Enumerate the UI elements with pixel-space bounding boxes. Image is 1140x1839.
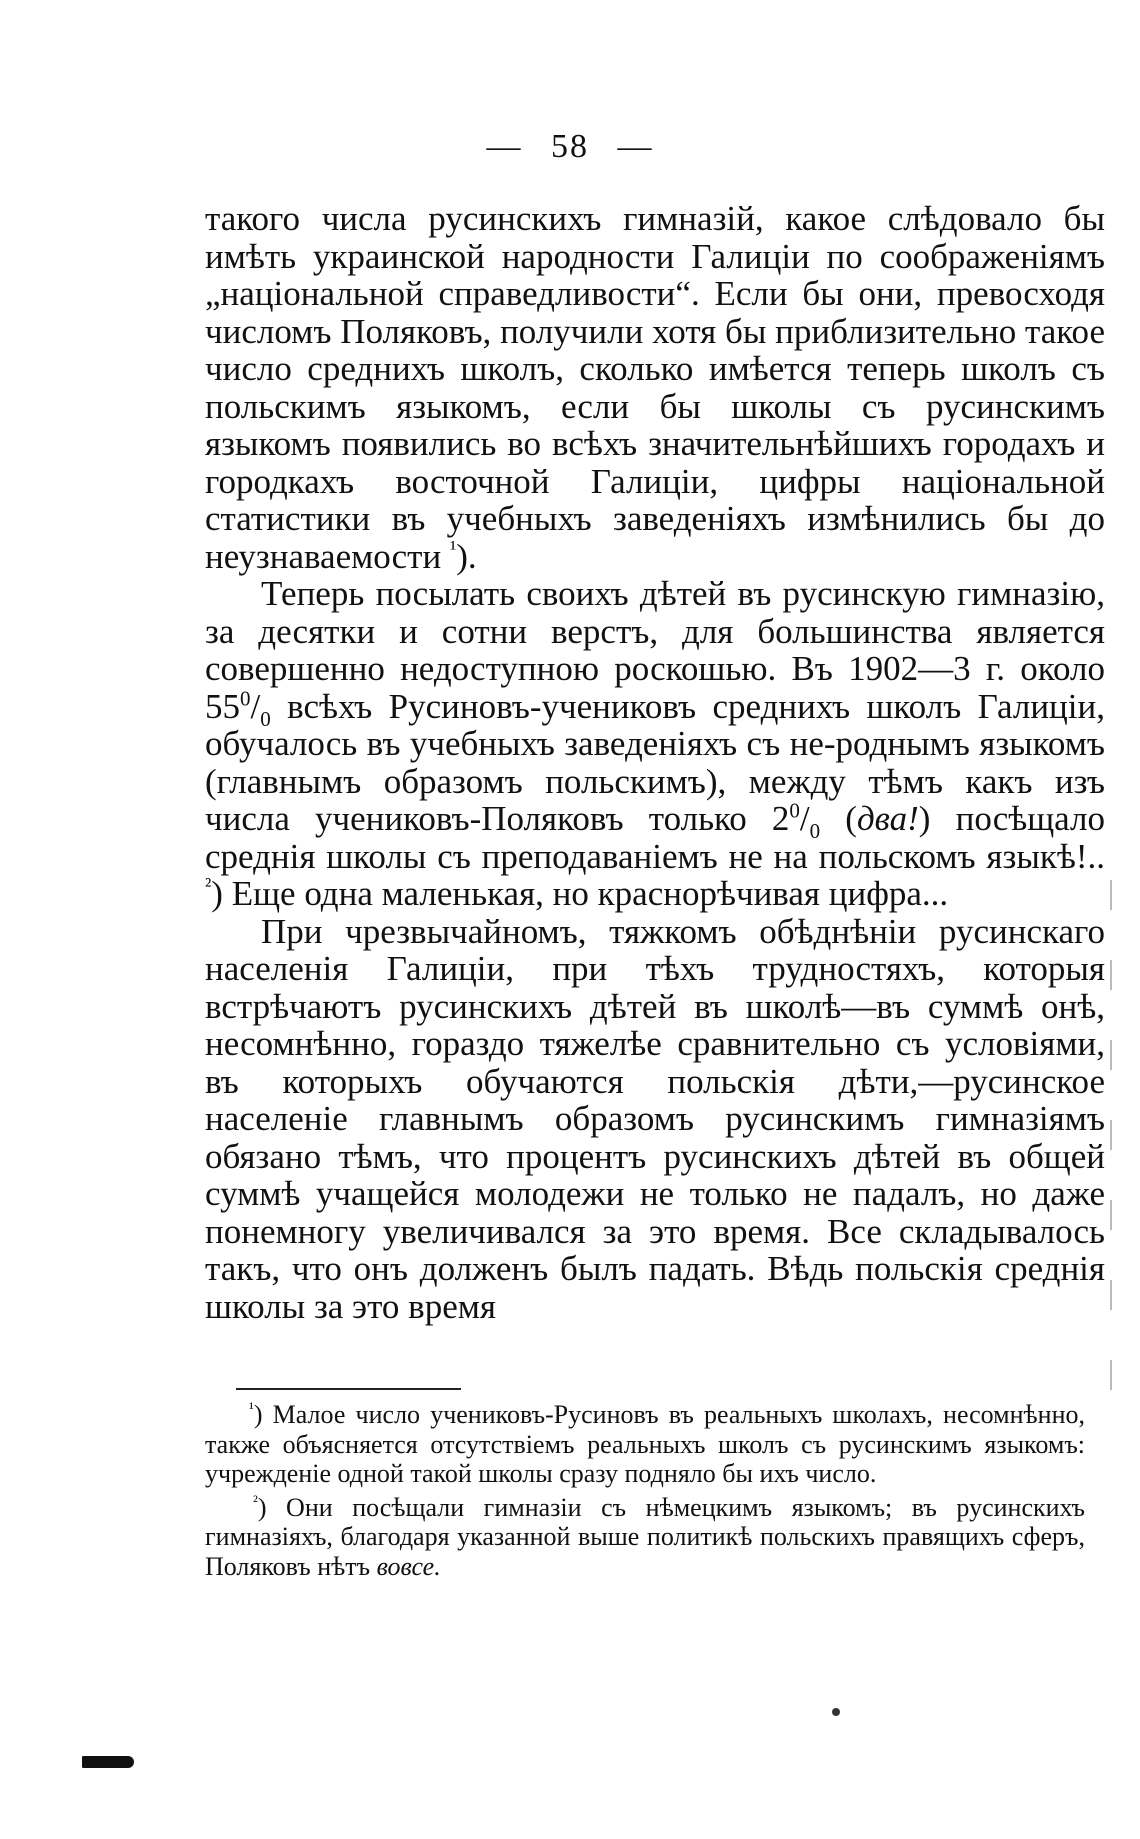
percent-subscript-2: 0 xyxy=(809,819,821,843)
header-dash-right: — xyxy=(617,128,654,165)
margin-pointer-mark xyxy=(82,1756,134,1768)
footnote-divider xyxy=(236,1388,461,1390)
percent-superscript-2: 0 xyxy=(789,798,800,823)
emphasis-dva: два! xyxy=(856,799,919,838)
paragraph-1-text: такого числа русинскихъ гимназій, какое слѣдовало бы имѣть украинской народности Галиціи по соображеніямъ „національной справедливости“. Если бы они, превосходя числомъ Поляковъ, получили хотя бы приблизительно такое число среднихъ школъ, сколько имѣется теперь школъ съ польскимъ языкомъ, если бы школы съ русинскимъ языкомъ появились во всѣхъ значительнѣйшихъ городахъ и городкахъ восточной Галиціи, цифры національной статистики въ учебныхъ заведеніяхъ измѣнились бы до неузнаваемости xyxy=(205,199,1105,576)
percent-superscript: 0 xyxy=(240,685,251,710)
paragraph-2-text-e: ) Еще одна маленькая, но краснорѣчивая цифра... xyxy=(211,874,949,913)
paragraph-1-end: ). xyxy=(456,536,477,576)
paragraph-3-text: При чрезвычайномъ, тяжкомъ обѣднѣніи русинскаго населенія Галиціи, при тѣхъ трудностяхъ, которыя встрѣчаютъ русинскихъ дѣтей въ школѣ—въ суммѣ онѣ, несомнѣнно, гораздо тяжелѣе сравнительно съ условіями, въ которыхъ обучаются польскія дѣти,—русинское населеніе главнымъ образомъ русинскимъ гимназіямъ обязано тѣмъ, что процентъ русинскихъ дѣтей въ общей суммѣ учащейся молодежи не только не падалъ, но даже понемногу увеличивался за это время. Все складывалось такъ, что онъ долженъ былъ падать. Вѣдь польскія среднія школы за это время xyxy=(205,911,1105,1326)
paragraph-2-text-d: ) посѣщало среднія школы съ преподаваніемъ не на польскомъ языкѣ!.. xyxy=(205,799,1105,876)
footnote-ref-1: ¹ xyxy=(449,535,457,560)
page-number: 58 xyxy=(551,128,589,165)
footnote-2-text: ) Они посѣщали гимназіи съ нѣмецкимъ языкомъ; въ русинскихъ гимназіяхъ, благодаря указанной выше политикѣ польскихъ правящихъ сферъ, Поляковъ нѣтъ xyxy=(205,1492,1085,1581)
page-header xyxy=(0,128,1140,166)
footnote-1-text: ) Малое число учениковъ-Русиновъ въ реальныхъ школахъ, несомнѣнно, также объясняется отсутствіемъ реальныхъ школъ съ русинскимъ языкомъ: учрежденіе одной такой школы сразу подняло бы ихъ число. xyxy=(205,1400,1085,1488)
paragraph-2-text-a: Теперь посылать своихъ дѣтей въ русинскую гимназію, за десятки и сотни верстъ, для большинства является совершенно недоступною роскошью. Въ 1902—3 г. около 55 xyxy=(205,574,1105,726)
footnote-ref-2: ² xyxy=(205,873,212,898)
footnotes xyxy=(205,1400,1085,1585)
header-dash-left: — xyxy=(486,128,523,165)
footnote-2-emphasis: вовсе. xyxy=(376,1551,441,1581)
paragraph-2-text-b: всѣхъ Русиновъ-учениковъ среднихъ школъ Галиціи, обучалось въ учебныхъ заведеніяхъ съ не-роднымъ языкомъ (главнымъ образомъ польскимъ), между тѣмъ какъ изъ числа учениковъ-Поляковъ только 2 xyxy=(205,686,1105,838)
footnote-1 xyxy=(205,1400,1085,1489)
footnote-2-mark: ² xyxy=(253,1492,258,1510)
footnote-1-mark: ¹ xyxy=(249,1400,254,1418)
paragraph-3 xyxy=(205,913,1105,1326)
paragraph-1 xyxy=(205,200,1105,575)
main-text xyxy=(205,200,1105,1325)
ink-speck xyxy=(832,1708,840,1716)
percent-subscript: 0 xyxy=(260,706,271,731)
paragraph-2: Теперь посылать своихъ дѣтей въ русинскую гимназію, за десятки и сотни верстъ, для большинства является совершенно недоступною роскошью. Въ 1902—3 г. около $55^0/_0$ всѣхъ Русиновъ-учениковъ среднихъ школъ Галиціи, обучалось въ учебныхъ заведеніяхъ съ не-роднымъ языкомъ (главнымъ образомъ польскимъ), между тѣмъ какъ изъ числа учениковъ-Поляковъ только $2^0/_0$ (два!) посѣщало среднія школы съ преподаваніемъ не на польскомъ языкѣ!.. $^{^2}$) Еще одна маленькая, но краснорѣчивая цифра... xyxy=(205,574,1105,913)
footnote-2 xyxy=(205,1493,1085,1582)
page-edge-shadow xyxy=(1110,880,1112,1400)
